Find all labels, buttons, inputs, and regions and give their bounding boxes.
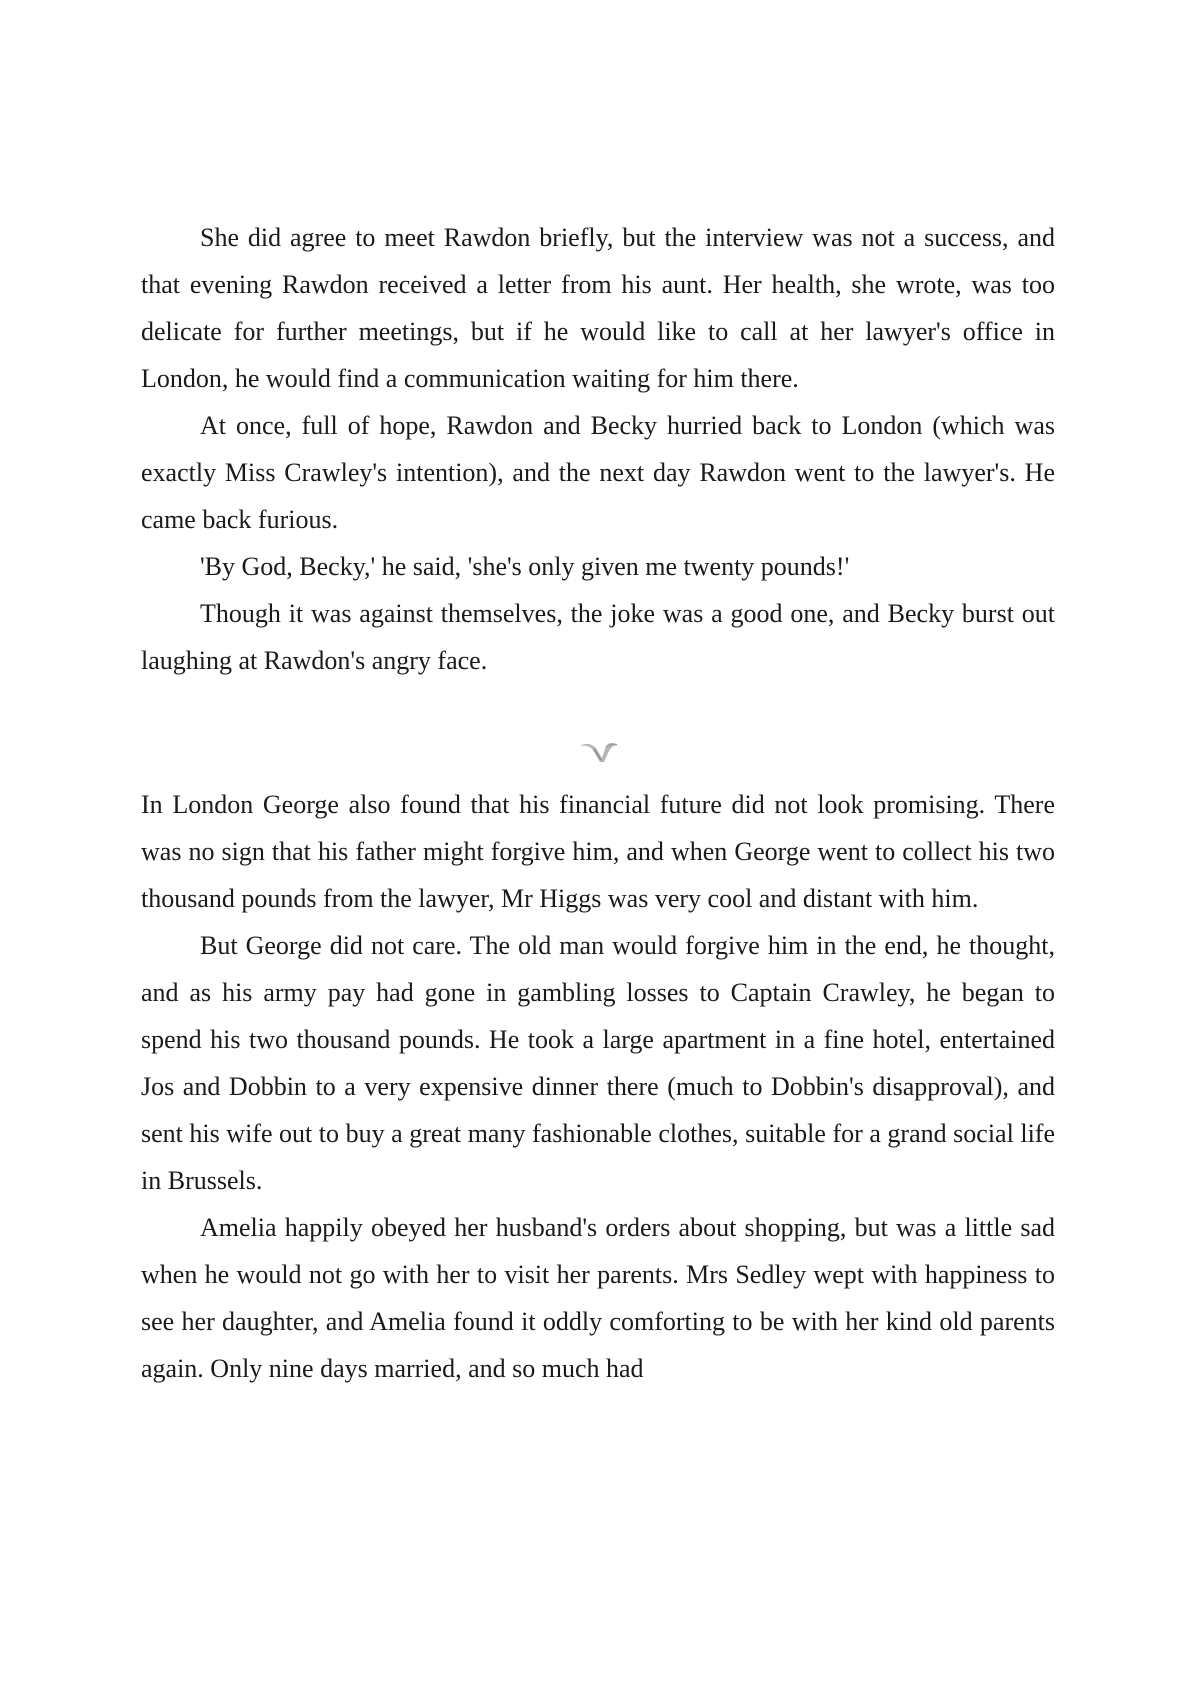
section-one [141, 214, 1055, 684]
paragraph: But George did not care. The old man would forgive him in the end, he thought, and as his army pay had gone in gambling losses to Captain Crawley, he began to spend his two thousand pounds. He took a large apartment in a fine hotel, entertained Jos and Dobbin to a very expensive dinner there (much to Dobbin's disapproval), and sent his wife out to buy a great many fashionable clothes, suitable for a grand social life in Brussels. [141, 931, 1055, 1195]
section-two [141, 781, 1055, 1392]
paragraph: In London George also found that his financial future did not look promising. There was no sign that his father might forgive him, and when George went to collect his two thousand pounds from the lawyer, Mr Higgs was very cool and distant with him. [141, 790, 1055, 913]
paragraph: Though it was against themselves, the joke was a good one, and Becky burst out laughing at Rawdon's angry face. [141, 599, 1055, 675]
paragraph: At once, full of hope, Rawdon and Becky hurried back to London (which was exactly Miss Crawley's intention), and the next day Rawdon went to the lawyer's. He came back furious. [141, 411, 1055, 534]
section-ornament-icon [576, 736, 624, 766]
paragraph: Amelia happily obeyed her husband's orders about shopping, but was a little sad when he would not go with her to visit her parents. Mrs Sedley wept with happiness to see her daughter, and Amelia found it oddly comforting to be with her kind old parents again. Only nine days married, and so much had [141, 1213, 1055, 1383]
paragraph: She did agree to meet Rawdon briefly, but the interview was not a success, and that evening Rawdon received a letter from his aunt. Her health, she wrote, was too delicate for further meetings, but if he would like to call at her lawyer's office in London, he would find a communication waiting for him there. [141, 223, 1055, 393]
paragraph: 'By God, Becky,' he said, 'she's only given me twenty pounds!' [200, 552, 850, 581]
